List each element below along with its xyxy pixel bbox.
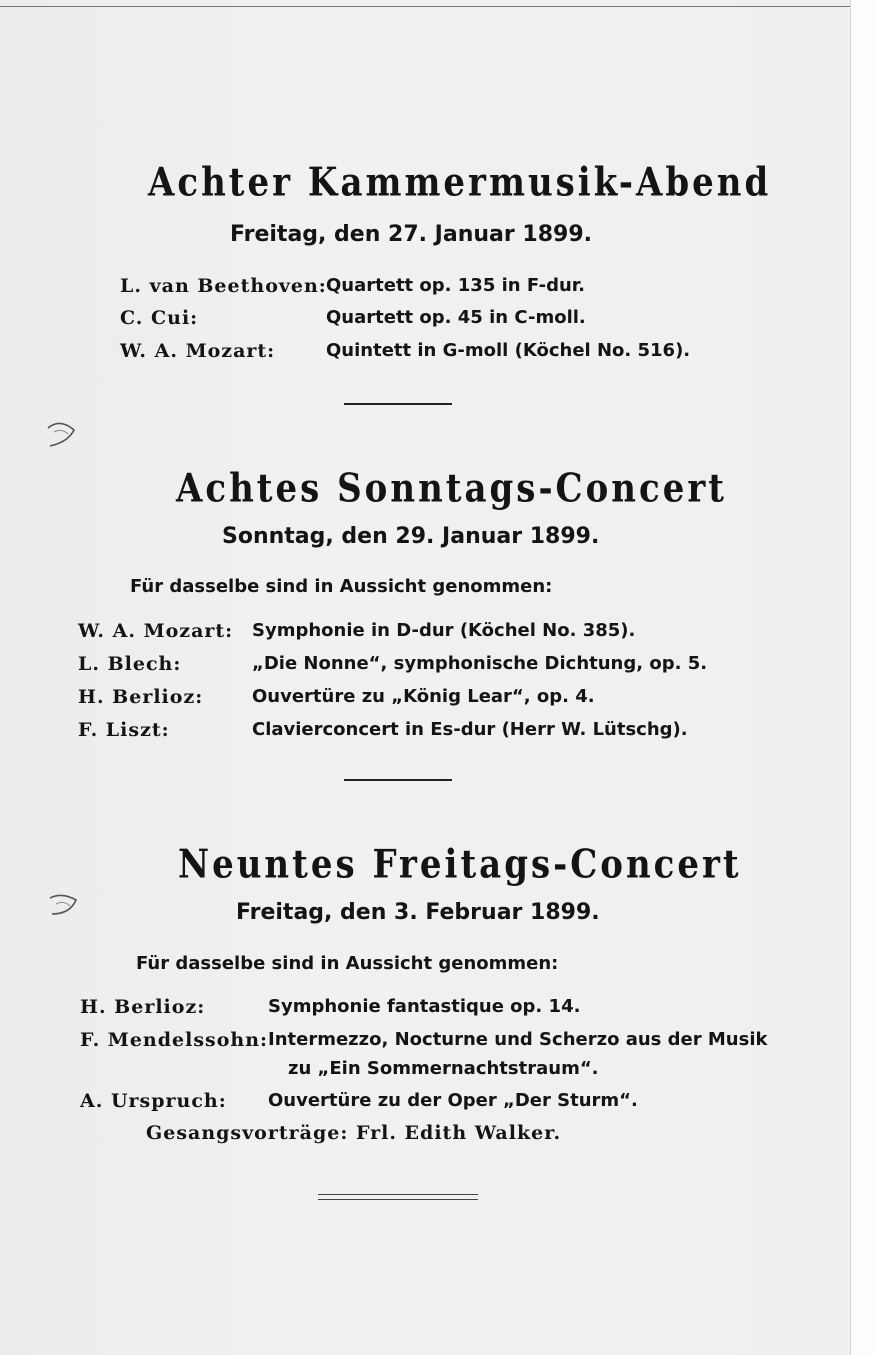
composer-name: F. Liszt: bbox=[78, 719, 170, 741]
work-title: Clavierconcert in Es-dur (Herr W. Lütschg). bbox=[252, 719, 688, 740]
program-intro: Für dasselbe sind in Aussicht genommen: bbox=[136, 953, 559, 974]
work-title: Ouvertüre zu „König Lear“, op. 4. bbox=[252, 686, 595, 707]
composer-name: C. Cui: bbox=[120, 307, 199, 329]
concert-3-title: Neuntes Freitags-Concert bbox=[178, 842, 742, 888]
work-title: Quartett op. 135 in F-dur. bbox=[326, 275, 585, 296]
top-border bbox=[0, 6, 850, 7]
composer-name: L. Blech: bbox=[78, 653, 182, 675]
work-title: Quintett in G-moll (Köchel No. 516). bbox=[326, 340, 691, 361]
vocal-performance: Gesangsvorträge: Frl. Edith Walker. bbox=[146, 1122, 562, 1144]
section-divider bbox=[344, 779, 452, 781]
closing-ornament bbox=[318, 1194, 478, 1200]
work-title: Quartett op. 45 in C-moll. bbox=[326, 307, 586, 328]
concert-2-title: Achtes Sonntags-Concert bbox=[176, 466, 727, 512]
composer-name: F. Mendelssohn: bbox=[80, 1029, 269, 1051]
punch-hole-icon bbox=[46, 890, 80, 920]
punch-hole-icon bbox=[44, 420, 78, 450]
work-title: Symphonie in D-dur (Köchel No. 385). bbox=[252, 620, 636, 641]
composer-name: A. Urspruch: bbox=[80, 1090, 227, 1112]
work-title: Ouvertüre zu der Oper „Der Sturm“. bbox=[268, 1090, 638, 1111]
work-title: Symphonie fantastique op. 14. bbox=[268, 996, 581, 1017]
composer-name: H. Berlioz: bbox=[78, 686, 204, 708]
concert-1-date: Freitag, den 27. Januar 1899. bbox=[230, 222, 592, 247]
concert-1-title: Achter Kammermusik-Abend bbox=[148, 160, 772, 206]
composer-name: L. van Beethoven: bbox=[120, 275, 327, 297]
composer-name: H. Berlioz: bbox=[80, 996, 206, 1018]
concert-2-date: Sonntag, den 29. Januar 1899. bbox=[222, 524, 600, 549]
concert-3-date: Freitag, den 3. Februar 1899. bbox=[236, 900, 600, 925]
section-divider bbox=[344, 403, 452, 405]
work-title: Intermezzo, Nocturne und Scherzo aus der Musik bbox=[268, 1029, 768, 1050]
work-title-continued: zu „Ein Sommernachtstraum“. bbox=[288, 1058, 599, 1079]
page-edge bbox=[850, 0, 876, 1355]
program-intro: Für dasselbe sind in Aussicht genommen: bbox=[130, 576, 553, 597]
work-title: „Die Nonne“, symphonische Dichtung, op. 5. bbox=[252, 653, 708, 674]
composer-name: W. A. Mozart: bbox=[78, 620, 234, 642]
composer-name: W. A. Mozart: bbox=[120, 340, 276, 362]
